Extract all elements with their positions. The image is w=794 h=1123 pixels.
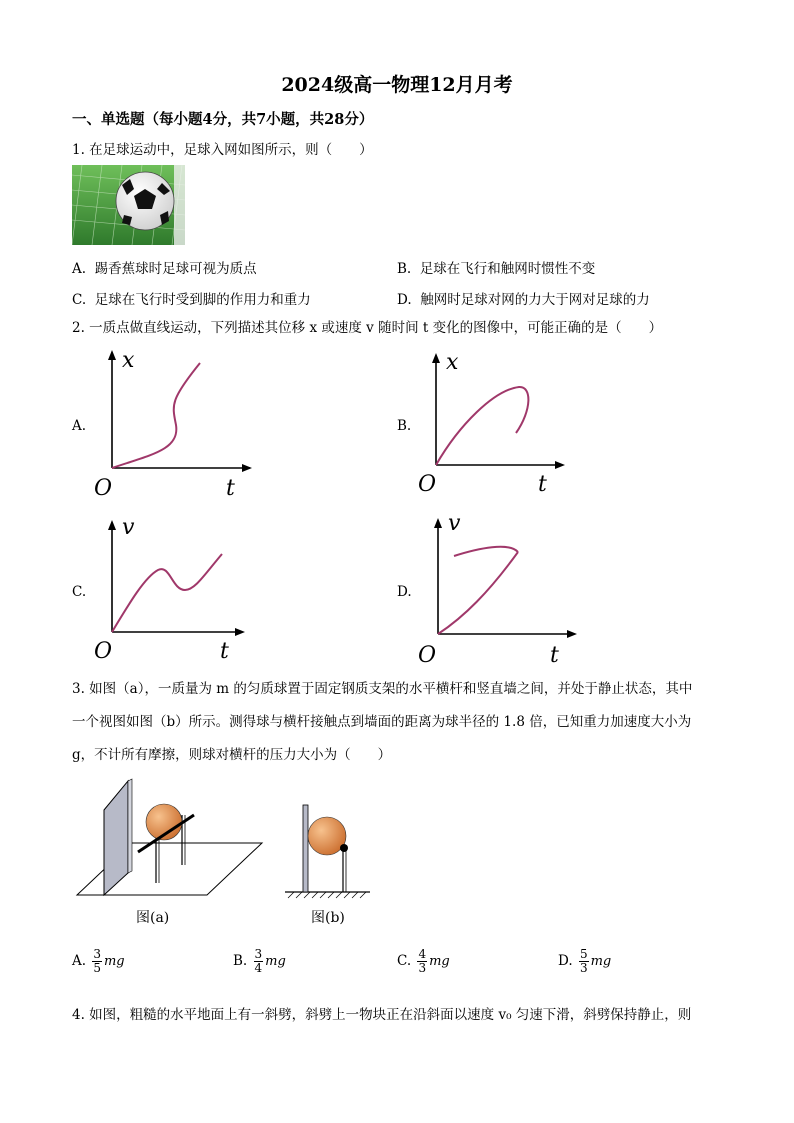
graph-b-x-label: t <box>538 472 547 497</box>
fraction: $\frac{4}{3}$ <box>418 947 427 975</box>
q3-option-a[interactable]: A. $\frac{3}{5}$ mg <box>72 947 125 975</box>
graph-a-x-label: t <box>226 476 235 501</box>
q2-graph-a <box>90 345 260 505</box>
q3-figure-b <box>280 800 390 900</box>
q1-option-c[interactable]: C. 足球在飞行时受到脚的作用力和重力 <box>72 292 311 308</box>
fraction: $\frac{3}{4}$ <box>254 947 263 975</box>
q3-figure-a <box>72 775 267 900</box>
q2-option-c-label[interactable]: C. <box>72 584 87 600</box>
graph-c-x-label: t <box>220 639 229 664</box>
q3-option-b[interactable]: B. $\frac{3}{4}$ mg <box>233 947 286 975</box>
question-1-stem: 1. 在足球运动中，足球入网如图所示，则（ ） <box>72 142 373 158</box>
q2-graph-c <box>90 512 260 672</box>
section-heading: 一、单选题（每小题4分，共7小题，共28分） <box>72 111 374 128</box>
q1-option-a[interactable]: A. 踢香蕉球时足球可视为质点 <box>72 261 257 277</box>
question-3-stem: 3. 如图（a），一质量为 m 的匀质球置于固定钢质支架的水平横杆和竖直墙之间，并处于静止状态，其中 一个视图如图（b）所示。测得球与横杆接触点到墙面的距离为球半径的 1.8 倍，已知重力加速度大小为 g，不计所有摩擦，则球对横杆的压力大小为（ ） <box>72 681 693 763</box>
question-2-stem: 2. 一质点做直线运动，下列描述其位移 x 或速度 v 随时间 t 变化的图像中，可能正确的是（ ） <box>72 320 663 336</box>
q3-option-d[interactable]: D. $\frac{5}{3}$ mg <box>558 947 612 975</box>
graph-a-y-label: x <box>122 348 135 373</box>
figure-a-caption: 图(a) <box>136 910 170 926</box>
q2-graph-d <box>414 512 584 672</box>
graph-a-origin-label: O <box>94 476 113 501</box>
graph-d-y-label: v <box>448 512 461 536</box>
q2-option-d-label[interactable]: D. <box>397 584 412 600</box>
q3-option-c[interactable]: C. $\frac{4}{3}$ mg <box>397 947 450 975</box>
page-title: 2024级高一物理12月月考 <box>281 74 513 96</box>
graph-d-x-label: t <box>550 643 559 668</box>
figure-b-caption: 图(b) <box>311 910 345 926</box>
graph-c-y-label: v <box>122 515 135 540</box>
fraction: $\frac{5}{3}$ <box>579 947 588 975</box>
q1-option-b[interactable]: B. 足球在飞行和触网时惯性不变 <box>397 261 596 277</box>
q2-option-a-label[interactable]: A. <box>72 418 87 434</box>
q1-option-d[interactable]: D. 触网时足球对网的力大于网对足球的力 <box>397 292 650 308</box>
fraction: $\frac{3}{5}$ <box>93 947 101 975</box>
question-4-stem: 4. 如图，粗糙的水平地面上有一斜劈，斜劈上一物块正在沿斜面以速度 v₀ 匀速下滑，斜劈保持静止，则 <box>72 1007 692 1023</box>
q2-option-b-label[interactable]: B. <box>397 418 412 434</box>
graph-c-origin-label: O <box>94 639 113 664</box>
graph-b-origin-label: O <box>418 472 437 497</box>
soccer-photo <box>72 165 185 245</box>
q2-graph-b <box>414 345 584 505</box>
graph-d-origin-label: O <box>418 643 437 668</box>
graph-b-y-label: x <box>446 350 459 375</box>
